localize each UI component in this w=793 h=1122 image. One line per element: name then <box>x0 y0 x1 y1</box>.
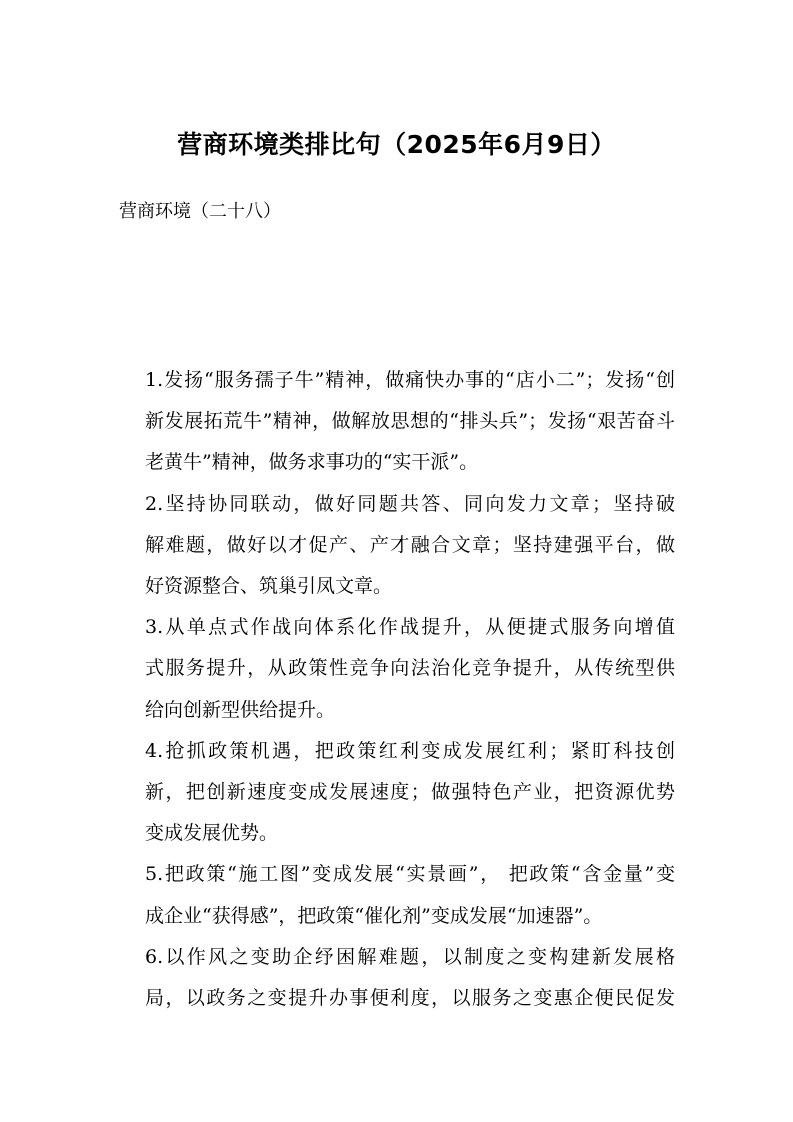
paragraph-line: 5.把政策“施工图”变成发展“实景画”， 把政策“含金量”变 <box>145 863 675 886</box>
paragraph-line: 解难题，做好以才促产、产才融合文章；坚持建强平台，做 <box>145 533 675 556</box>
document-body <box>119 360 675 1019</box>
paragraph-3 <box>119 607 675 731</box>
paragraph-line: 6.以作风之变助企纾困解难题，以制度之变构建新发展格 <box>145 945 675 968</box>
paragraph-line: 局，以政务之变提升办事便利度，以服务之变惠企便民促发 <box>145 987 675 1010</box>
document-subtitle: 营商环境（二十八） <box>119 201 281 222</box>
document-title: 营商环境类排比句（2025年6月9日） <box>177 130 616 159</box>
paragraph-5 <box>119 854 675 936</box>
paragraph-4 <box>119 731 675 855</box>
paragraph-line: 1.发扬“服务孺子牛”精神，做痛快办事的“店小二”；发扬“创 <box>145 369 675 391</box>
paragraph-line: 新发展拓荒牛”精神，做解放思想的“排头兵”；发扬“艰苦奋斗 <box>145 410 675 433</box>
paragraph-line: 给向创新型供给提升。 <box>145 698 336 721</box>
paragraph-line: 新，把创新速度变成发展速度；做强特色产业，把资源优势 <box>145 781 675 804</box>
paragraph-6 <box>119 937 675 1019</box>
paragraph-line: 变成发展优势。 <box>145 822 279 845</box>
paragraph-1 <box>119 360 675 484</box>
paragraph-line: 4.抢抓政策机遇，把政策红利变成发展红利；紧盯科技创 <box>145 739 675 762</box>
paragraph-line: 2.坚持协同联动，做好同题共答、同向发力文章；坚持破 <box>145 492 675 515</box>
paragraph-line: 好资源整合、筑巢引凤文章。 <box>145 575 393 598</box>
paragraph-line: 3.从单点式作战向体系化作战提升，从便捷式服务向增值 <box>145 616 675 639</box>
paragraph-2 <box>119 484 675 608</box>
paragraph-line: 老黄牛”精神，做务求事功的“实干派”。 <box>145 451 479 474</box>
paragraph-line: 成企业“获得感”，把政策“催化剂”变成发展“加速器”。 <box>145 904 603 927</box>
paragraph-line: 式服务提升，从政策性竞争向法治化竞争提升，从传统型供 <box>145 657 675 680</box>
